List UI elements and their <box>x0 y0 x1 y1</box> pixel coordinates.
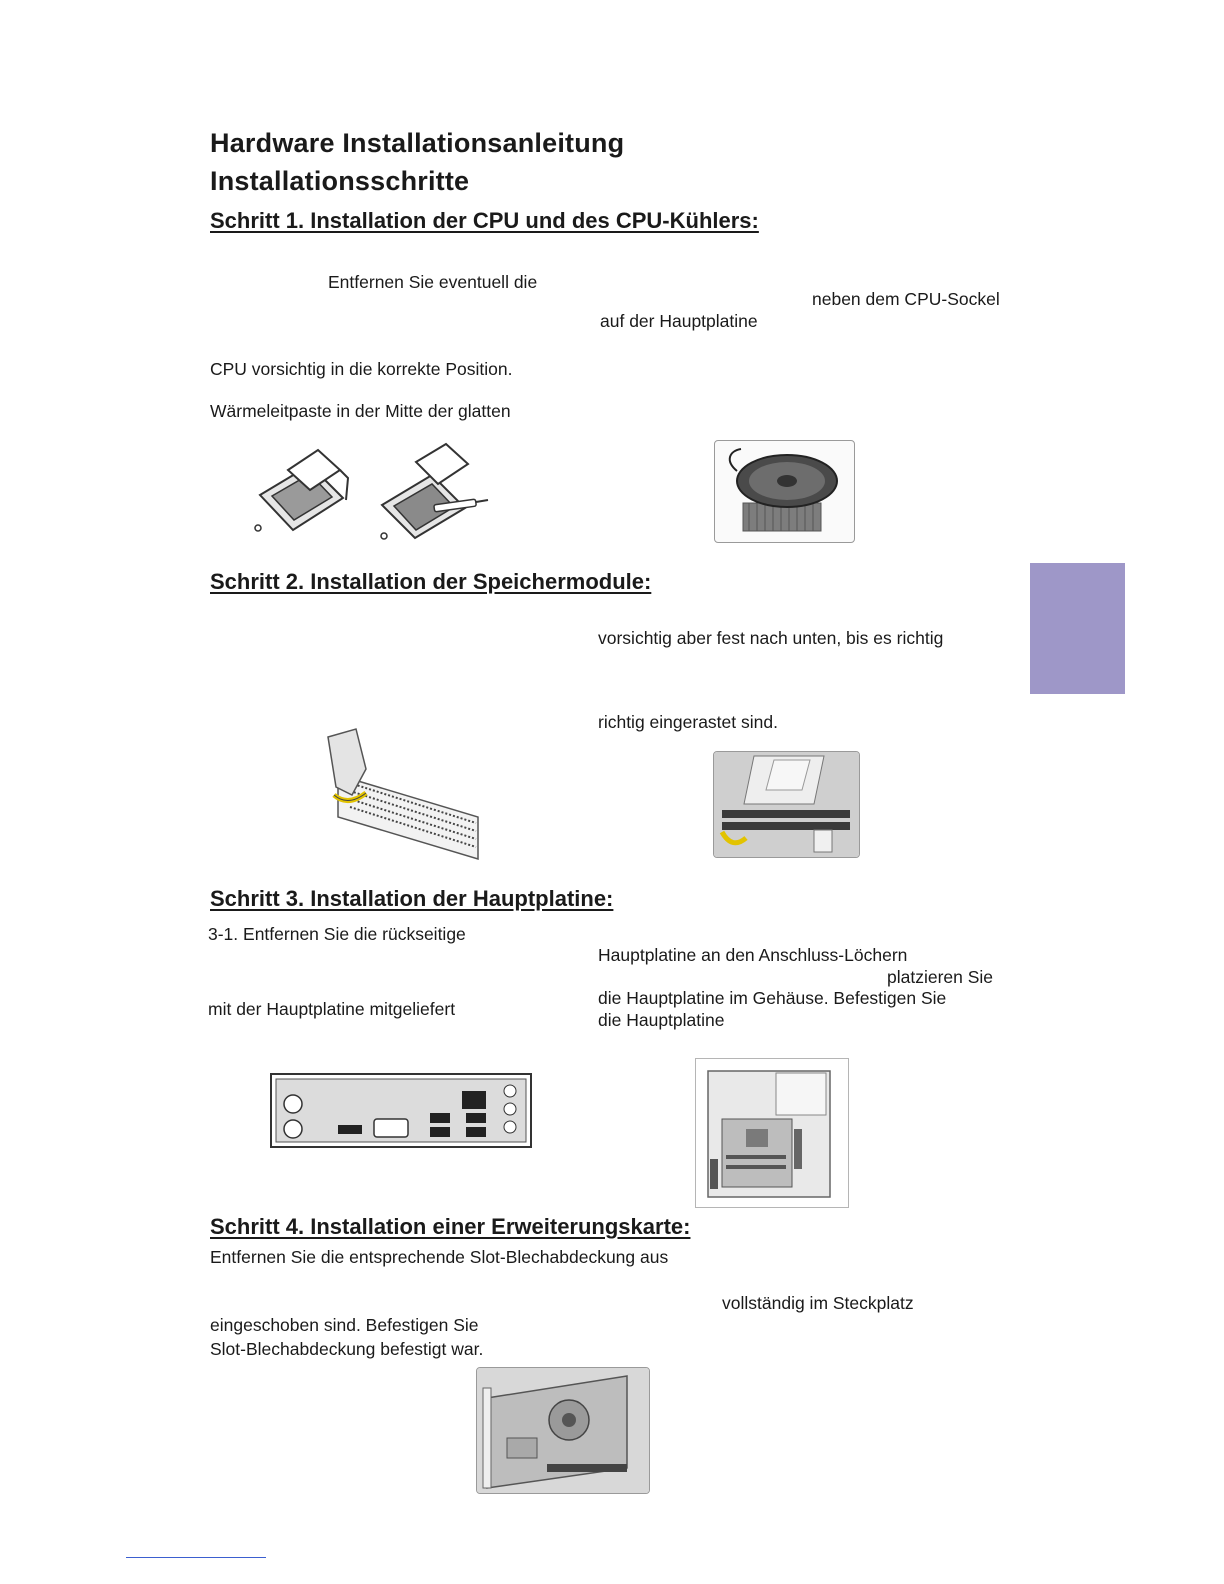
step1-text-4: CPU vorsichtig in die korrekte Position. <box>210 359 513 379</box>
step4-heading: Schritt 4. Installation einer Erweiterungskarte: <box>210 1214 691 1239</box>
step1-text-5: Wärmeleitpaste in der Mitte der glatten <box>210 401 511 421</box>
chapter-tab <box>1030 563 1125 694</box>
step3-right-text-4: die Hauptplatine <box>598 1010 725 1030</box>
io-shield-icon <box>270 1073 532 1148</box>
step4-text-2: vollständig im Steckplatz <box>722 1293 914 1313</box>
step1-text-3: auf der Hauptplatine <box>600 311 758 331</box>
step3-right-text-1: Hauptplatine an den Anschluss-Löchern <box>598 945 908 965</box>
thermal-paste-icon <box>376 440 496 540</box>
step3-left-text-2: mit der Hauptplatine mitgeliefert <box>208 999 456 1019</box>
step2-text-1: vorsichtig aber fest nach unten, bis es richtig <box>598 628 944 648</box>
cpu-socket-icon <box>248 440 358 540</box>
step3-right-text-3: die Hauptplatine im Gehäuse. Befestigen Sie <box>598 988 947 1008</box>
step3-left-text-1: 3-1. Entfernen Sie die rückseitige <box>208 924 466 944</box>
document-subtitle: Installationsschritte <box>210 166 470 196</box>
step4-text-3: eingeschoben sind. Befestigen Sie <box>210 1315 479 1335</box>
expansion-card-icon <box>476 1367 650 1494</box>
document-title: Hardware Installationsanleitung <box>210 128 625 158</box>
step3-right-text-2: platzieren Sie <box>887 967 994 987</box>
cpu-cooler-icon <box>714 440 855 543</box>
step4-text-4: Slot-Blechabdeckung befestigt war. <box>210 1339 484 1359</box>
step2-text-2: richtig eingerastet sind. <box>598 712 778 732</box>
step2-heading: Schritt 2. Installation der Speichermodule: <box>210 569 652 594</box>
case-interior-icon <box>695 1058 849 1208</box>
memory-slot-icon <box>300 725 482 863</box>
step1-text-2: neben dem CPU-Sockel <box>812 289 1000 309</box>
step1-heading: Schritt 1. Installation der CPU und des CPU-Kühlers: <box>210 208 759 233</box>
step1-text-1: Entfernen Sie eventuell die <box>328 272 538 292</box>
footnote-rule <box>126 1557 266 1558</box>
memory-install-icon <box>713 751 860 858</box>
step4-text-1: Entfernen Sie die entsprechende Slot-Blechabdeckung aus <box>210 1247 669 1267</box>
step3-heading: Schritt 3. Installation der Hauptplatine: <box>210 886 614 911</box>
